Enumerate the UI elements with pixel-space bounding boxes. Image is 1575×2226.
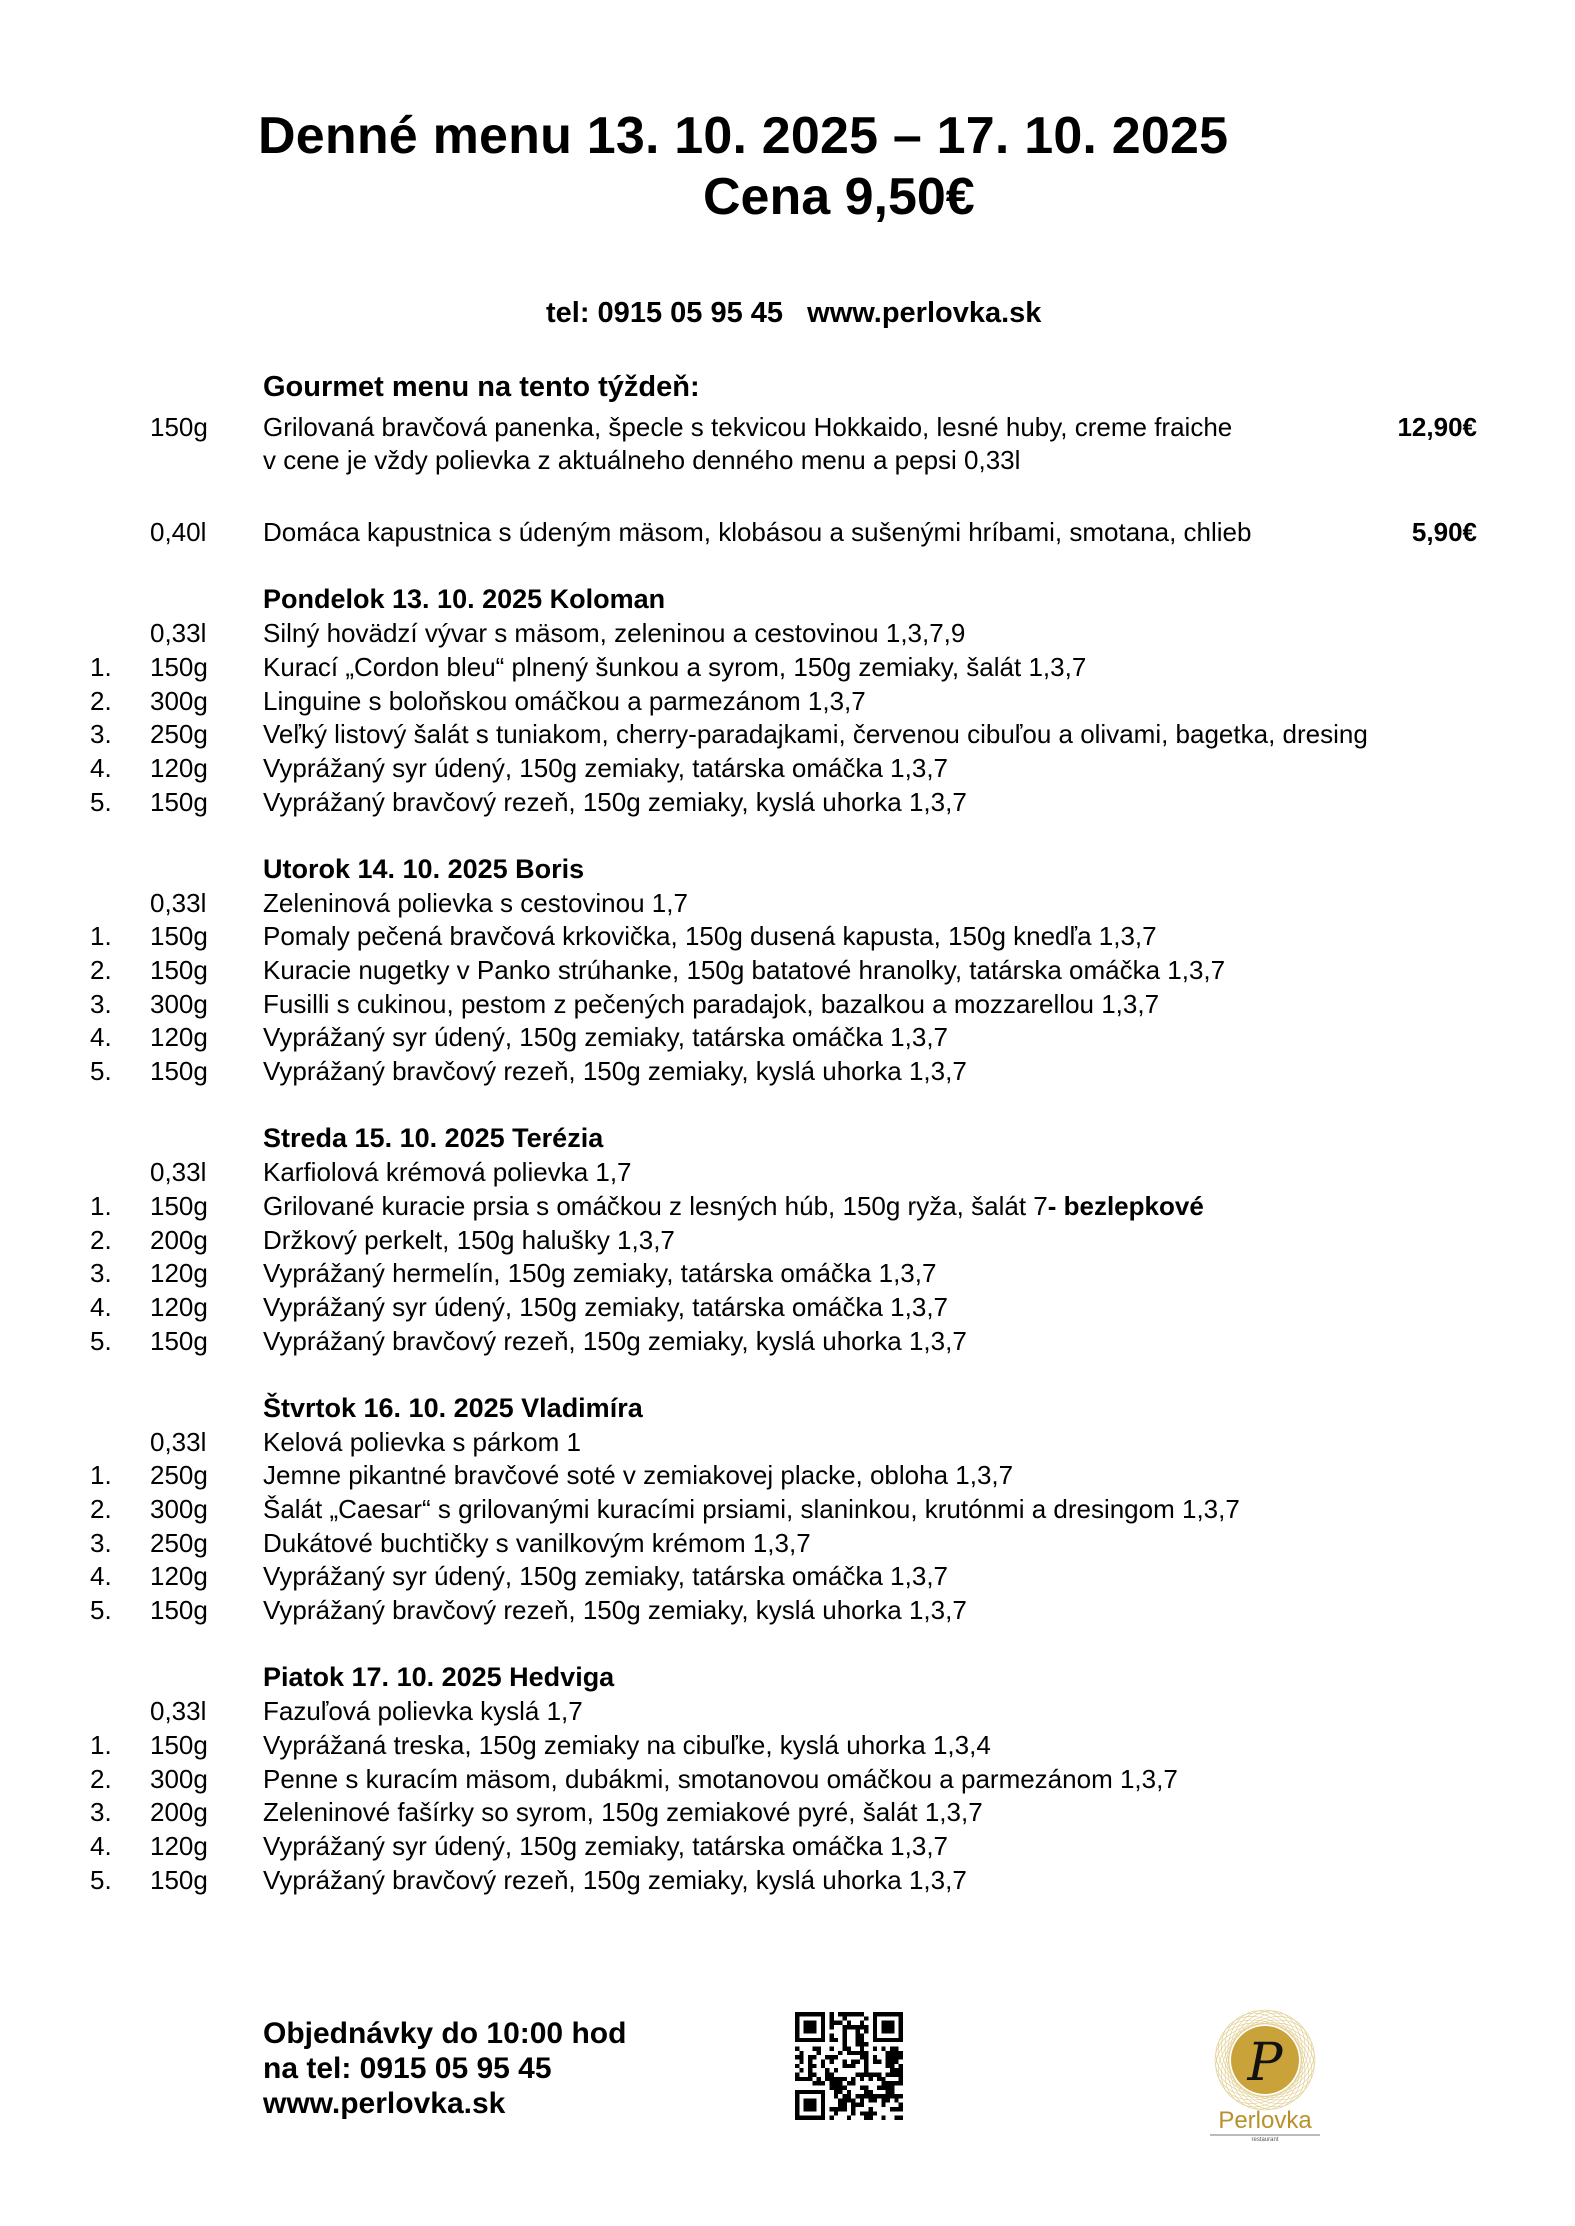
soup-description: Silný hovädzí vývar s mäsom, zeleninou a cestovinou 1,3,7,9: [263, 618, 966, 649]
item-description: Vyprážaný bravčový rezeň, 150g zemiaky, kyslá uhorka 1,3,7: [263, 1595, 967, 1626]
qr-code-icon[interactable]: [795, 2012, 903, 2120]
day-heading: Piatok 17. 10. 2025 Hedviga: [263, 1662, 615, 1693]
menu-item-row: [0, 1864, 1575, 1898]
item-number: 2.: [90, 1763, 112, 1794]
menu-item-row: [0, 1459, 1575, 1493]
menu-item-row: [0, 1830, 1575, 1864]
logo-monogram: P: [1247, 2033, 1283, 2093]
item-description: Vyprážaný bravčový rezeň, 150g zemiaky, kyslá uhorka 1,3,7: [263, 786, 967, 817]
item-description: Penne s kuracím mäsom, dubákmi, smotanovou omáčkou a parmezánom 1,3,7: [263, 1763, 1178, 1794]
gluten-free-badge: - bezlepkové: [1047, 1190, 1204, 1221]
menu-item-row: [0, 1325, 1575, 1359]
item-quantity: 150g: [150, 411, 208, 442]
spacer: [0, 1089, 1575, 1123]
gourmet-heading: Gourmet menu na tento týždeň:: [263, 371, 700, 403]
item-description-wrap: [263, 1190, 1204, 1224]
item-description: Jemne pikantné bravčové soté v zemiakovej placke, obloha 1,3,7: [263, 1460, 1014, 1491]
item-number: 5.: [90, 1595, 112, 1626]
menu-item-row: [0, 685, 1575, 719]
menu-item-row: [0, 651, 1575, 685]
item-description: Vyprážaný bravčový rezeň, 150g zemiaky, kyslá uhorka 1,3,7: [263, 1864, 967, 1895]
logo-name: Perlovka: [1218, 2107, 1312, 2134]
day-sections: [0, 583, 1575, 1897]
menu-item-row: [0, 920, 1575, 954]
soup-quantity: 0,33l: [150, 1157, 207, 1188]
item-quantity: 150g: [150, 955, 208, 985]
item-quantity: 120g: [150, 1022, 208, 1053]
item-description: Vyprážaný syr údený, 150g zemiaky, tatárska omáčka 1,3,7: [263, 752, 949, 783]
menu-item-row: [0, 1763, 1575, 1797]
item-quantity: 300g: [150, 988, 208, 1019]
item-description: Vyprážaný syr údený, 150g zemiaky, tatárska omáčka 1,3,7: [263, 1022, 949, 1053]
item-quantity: 300g: [150, 1763, 208, 1794]
perlovka-logo-icon: [1200, 2008, 1330, 2148]
item-quantity: 200g: [150, 1224, 208, 1255]
item-number: 1.: [90, 1460, 112, 1491]
item-number: 3.: [90, 1258, 112, 1289]
item-number: 1.: [90, 651, 112, 682]
item-number: 3.: [90, 988, 112, 1019]
item-number: 5.: [90, 1056, 112, 1087]
page-title: Denné menu 13. 10. 2025 – 17. 10. 2025: [258, 107, 1229, 165]
item-quantity: 120g: [150, 752, 208, 783]
spacer: [0, 1628, 1575, 1662]
item-quantity: 150g: [150, 1056, 208, 1087]
item-description: Vyprážaný hermelín, 150g zemiaky, tatárska omáčka 1,3,7: [263, 1258, 937, 1289]
item-quantity: 120g: [150, 1561, 208, 1592]
item-number: 3.: [90, 719, 112, 750]
item-description: Dukátové buchtičky s vanilkovým krémom 1,3,7: [263, 1527, 811, 1558]
footer-orders: Objednávky do 10:00 hod: [263, 2017, 627, 2050]
item-quantity: 200g: [150, 1797, 208, 1828]
day-heading: Štvrtok 16. 10. 2025 Vladimíra: [263, 1392, 643, 1423]
item-number: 1.: [90, 921, 112, 952]
item-description: Domáca kapustnica s údeným mäsom, klobásou a sušenými hríbami, smotana, chlieb: [263, 517, 1252, 548]
menu-item-row: [0, 1560, 1575, 1594]
gourmet-item: [0, 516, 1575, 550]
item-description: Vyprážaný bravčový rezeň, 150g zemiaky, kyslá uhorka 1,3,7: [263, 1325, 967, 1356]
item-number: 2.: [90, 685, 112, 716]
item-number: 4.: [90, 1022, 112, 1053]
item-quantity: 250g: [150, 1460, 208, 1491]
item-number: 1.: [90, 1729, 112, 1760]
item-number: 4.: [90, 1561, 112, 1592]
menu-item-row: [0, 1493, 1575, 1527]
item-description: Vyprážaný syr údený, 150g zemiaky, tatárska omáčka 1,3,7: [263, 1291, 949, 1322]
day-heading-line: [0, 853, 1575, 887]
spacer: [0, 1358, 1575, 1392]
item-description: Držkový perkelt, 150g halušky 1,3,7: [263, 1224, 675, 1255]
item-quantity: 120g: [150, 1830, 208, 1861]
soup-description: Zeleninová polievka s cestovinou 1,7: [263, 887, 688, 918]
footer-contact: [263, 2016, 626, 2121]
menu-item-row: [0, 786, 1575, 820]
item-quantity: 120g: [150, 1258, 208, 1289]
spacer: [0, 550, 1575, 584]
soup-quantity: 0,33l: [150, 618, 207, 649]
item-description: Zeleninové fašírky so syrom, 150g zemiakové pyré, šalát 1,3,7: [263, 1797, 983, 1828]
item-number: 3.: [90, 1797, 112, 1828]
item-number: 4.: [90, 1830, 112, 1861]
day-heading: Utorok 14. 10. 2025 Boris: [263, 853, 585, 884]
footer-website[interactable]: www.perlovka.sk: [263, 2087, 506, 2120]
menu-item-row: [0, 1796, 1575, 1830]
gourmet-item: [0, 411, 1575, 445]
gourmet-note: v cene je vždy polievka z aktuálneho denného menu a pepsi 0,33l: [263, 445, 1021, 476]
logo-tagline: restaurant: [1251, 2137, 1279, 2143]
soup-quantity: 0,33l: [150, 1426, 207, 1457]
spacer: [0, 478, 1575, 516]
menu-item-row: [0, 1224, 1575, 1258]
item-price: 5,90€: [1411, 517, 1477, 548]
item-description: Kuracie nugetky v Panko strúhanke, 150g batatové hranolky, tatárska omáčka 1,3,7: [263, 955, 1226, 985]
menu-price: Cena 9,50€: [703, 168, 975, 226]
day-heading: Pondelok 13. 10. 2025 Koloman: [263, 584, 666, 615]
day-heading-line: [0, 1392, 1575, 1426]
soup-row: [0, 887, 1575, 921]
item-quantity: 150g: [150, 1190, 208, 1221]
item-description: Vyprážaný syr údený, 150g zemiaky, tatárska omáčka 1,3,7: [263, 1830, 949, 1861]
item-description: Vyprážaný bravčový rezeň, 150g zemiaky, kyslá uhorka 1,3,7: [263, 1056, 967, 1087]
item-description: Veľký listový šalát s tuniakom, cherry-paradajkami, červenou cibuľou a olivami, bagetka, dresing: [263, 719, 1368, 750]
item-description: Fusilli s cukinou, pestom z pečených paradajok, bazalkou a mozzarellou 1,3,7: [263, 988, 1160, 1019]
item-quantity: 300g: [150, 685, 208, 716]
day-heading-line: [0, 1122, 1575, 1156]
item-quantity: 150g: [150, 1595, 208, 1626]
item-quantity: 150g: [150, 921, 208, 952]
soup-row: [0, 1695, 1575, 1729]
item-quantity: 150g: [150, 1729, 208, 1760]
item-number: 1.: [90, 1190, 112, 1221]
footer-phone[interactable]: na tel: 0915 05 95 45: [263, 2052, 552, 2085]
soup-description: Kelová polievka s párkom 1: [263, 1426, 581, 1457]
item-quantity: 150g: [150, 786, 208, 817]
gourmet-note-line: [0, 444, 1575, 478]
menu-item-row: [0, 1594, 1575, 1628]
day-heading-line: [0, 583, 1575, 617]
item-quantity: 300g: [150, 1494, 208, 1524]
item-description: Kurací „Cordon bleu“ plnený šunkou a syrom, 150g zemiaky, šalát 1,3,7: [263, 651, 1087, 682]
day-heading: Streda 15. 10. 2025 Terézia: [263, 1123, 604, 1154]
menu-item-row: [0, 954, 1575, 988]
item-number: 5.: [90, 786, 112, 817]
soup-description: Karfiolová krémová polievka 1,7: [263, 1157, 632, 1188]
item-description: Pomaly pečená bravčová krkovička, 150g dusená kapusta, 150g knedľa 1,3,7: [263, 921, 1157, 952]
menu-item-row: [0, 1190, 1575, 1224]
item-price: 12,90€: [1397, 411, 1477, 442]
item-number: 4.: [90, 752, 112, 783]
item-quantity: 150g: [150, 1325, 208, 1356]
item-quantity: 250g: [150, 1527, 208, 1558]
item-quantity: 0,40l: [150, 517, 207, 548]
menu-item-row: [0, 1729, 1575, 1763]
item-description: Grilovaná bravčová panenka, špecle s tekvicou Hokkaido, lesné huby, creme fraiche: [263, 411, 1233, 442]
item-description: Šalát „Caesar“ s grilovanými kuracími prsiami, slaninkou, krutónmi a dresingom 1,3,7: [263, 1494, 1240, 1524]
item-description: Vyprážaná treska, 150g zemiaky na cibuľke, kyslá uhorka 1,3,4: [263, 1729, 991, 1760]
spacer: [0, 819, 1575, 853]
gourmet-heading-line: [0, 371, 1575, 405]
item-number: 3.: [90, 1527, 112, 1558]
item-quantity: 250g: [150, 719, 208, 750]
item-description: Vyprážaný syr údený, 150g zemiaky, tatárska omáčka 1,3,7: [263, 1561, 949, 1592]
soup-description: Fazuľová polievka kyslá 1,7: [263, 1696, 583, 1727]
menu-item-row: [0, 1021, 1575, 1055]
soup-quantity: 0,33l: [150, 1696, 207, 1727]
item-number: 5.: [90, 1864, 112, 1895]
item-number: 2.: [90, 1494, 112, 1524]
item-quantity: 150g: [150, 651, 208, 682]
menu-item-row: [0, 1527, 1575, 1561]
menu-item-row: [0, 988, 1575, 1022]
item-description: Grilované kuracie prsia s omáčkou z lesných húb, 150g ryža, šalát 7: [263, 1190, 1048, 1221]
menu-list: [0, 371, 1575, 1897]
menu-item-row: [0, 718, 1575, 752]
item-number: 5.: [90, 1325, 112, 1356]
item-number: 2.: [90, 1224, 112, 1255]
menu-item-row: [0, 752, 1575, 786]
item-quantity: 120g: [150, 1291, 208, 1322]
item-description: Linguine s boloňskou omáčkou a parmezánom 1,3,7: [263, 685, 866, 716]
menu-item-row: [0, 1257, 1575, 1291]
menu-item-row: [0, 1055, 1575, 1089]
item-number: 4.: [90, 1291, 112, 1322]
soup-row: [0, 1426, 1575, 1460]
soup-quantity: 0,33l: [150, 887, 207, 918]
header-contact: tel: 0915 05 95 45 www.perlovka.sk: [546, 297, 1042, 329]
soup-row: [0, 1156, 1575, 1190]
item-quantity: 150g: [150, 1864, 208, 1895]
item-number: 2.: [90, 955, 112, 985]
day-heading-line: [0, 1661, 1575, 1695]
soup-row: [0, 617, 1575, 651]
menu-item-row: [0, 1291, 1575, 1325]
